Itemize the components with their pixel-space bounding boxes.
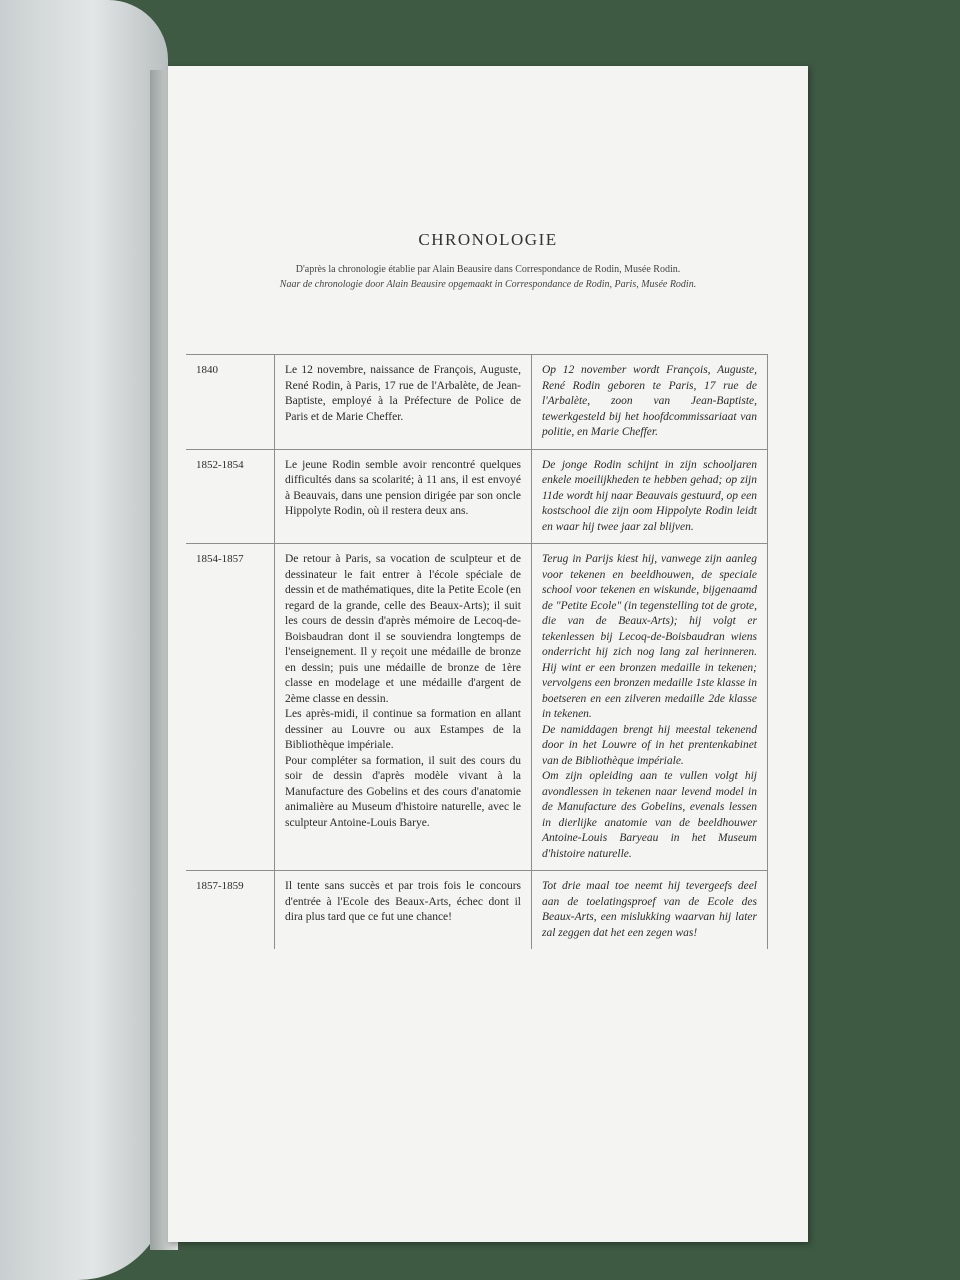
row-text-french (275, 355, 532, 450)
paragraph: Op 12 november wordt François, Auguste, René Rodin geboren te Paris, 17 rue de l'Arbalète, zoon van Jean-Baptiste, tewerkgesteld bij het hoofdcommissariaat van politie, en Marie Cheffer. (542, 364, 757, 438)
paragraph: De namiddagen brengt hij meestal tekenend door in het Louwre of in het prentenkabinet van de Bibliothèque impériale. (542, 723, 757, 767)
subtitle-french: D'après la chronologie établie par Alain Beausire dans Correspondance de Rodin, Musée Rodin. (295, 264, 681, 275)
row-text-french (275, 871, 532, 950)
paragraph: De retour à Paris, sa vocation de sculpteur et de dessinateur le fait entrer à l'école spéciale de dessin et de mathématiques, dite la Petite Ecole (en regard de la grande, celle des Beaux-Arts); il suit les cours de dessin d'après mémoire de Lecoq-de-Boisbaudran dont il se souviendra longtemps de l'enseignement. Il y reçoit une médaille de bronze en dessin; puis une médaille de bronze de 1ère classe en modelage et une médaille d'argent de 2ème classe en dessin. (285, 553, 521, 705)
row-text-french (275, 544, 532, 871)
chronology-row (186, 544, 768, 871)
row-year: 1857-1859 (186, 871, 275, 950)
row-text-dutch (532, 355, 768, 450)
row-text-dutch (532, 544, 768, 871)
chronology-row (186, 449, 768, 544)
row-text-dutch (532, 449, 768, 544)
facing-page-edge (0, 0, 168, 1280)
chronology-table (186, 354, 768, 949)
page-subtitle (208, 262, 768, 292)
paragraph: Pour compléter sa formation, il suit des cours du soir de dessin d'après modèle vivant à la Manufacture des Gobelins et des cours d'anatomie animalière au Museum d'histoire naturelle, avec le sculpteur Antoine-Louis Barye. (285, 754, 521, 829)
paragraph: Il tente sans succès et par trois fois le concours d'entrée à l'Ecole des Beaux-Arts, échec dont il dira plus tard que ce fut une chance! (285, 880, 521, 923)
row-text-french (275, 449, 532, 544)
chronology-row (186, 871, 768, 950)
paragraph: Le jeune Rodin semble avoir rencontré quelques difficultés dans sa scolarité; à 11 ans, il est envoyé à Beauvais, dans une pension dirigée par son oncle Hippolyte Rodin, où il restera deux ans. (285, 458, 521, 517)
chronology-row (186, 355, 768, 450)
paragraph: Les après-midi, il continue sa formation en allant dessiner au Louvre ou aux Estampes de la Bibliothèque impériale. (285, 708, 521, 751)
paragraph: Le 12 novembre, naissance de François, Auguste, René Rodin, à Paris, 17 rue de l'Arbalète, de Jean-Baptiste, employé à la Préfecture de Police de Paris et de Marie Cheffer. (285, 364, 521, 423)
paragraph: Om zijn opleiding aan te vullen volgt hij avondlessen in tekenen naar levend model in de Manufacture des Gobelins, evenals lessen in dierlijke anatomie van de beeldhouwer Antoine-Louis Baryeau in het Museum d'histoire naturelle. (542, 770, 757, 860)
row-year: 1852-1854 (186, 449, 275, 544)
row-year: 1840 (186, 355, 275, 450)
subtitle-dutch: Naar de chronologie door Alain Beausire opgemaakt in Correspondance de Rodin, Paris, Musée Rodin. (279, 279, 697, 290)
page-title: CHRONOLOGIE (418, 230, 558, 249)
row-year: 1854-1857 (186, 544, 275, 871)
row-text-dutch (532, 871, 768, 950)
book-page (168, 66, 808, 1242)
paragraph: De jonge Rodin schijnt in zijn schooljaren enkele moeilijkheden te hebben gehad; op zijn 11de wordt hij naar Beauvais gestuurd, op een kostschool die zijn oom Hippolyte Rodin leidt en waar hij twee jaar zal blijven. (542, 458, 757, 533)
paragraph: Tot drie maal toe neemt hij tevergeefs deel aan de toelatingsproef van de Ecole des Beaux-Arts, een mislukking waarvan hij later zal zeggen dat het een zegen was! (542, 880, 757, 939)
paragraph: Terug in Parijs kiest hij, vanwege zijn aanleg voor tekenen en beeldhouwen, de speciale school voor tekenen en wiskunde, bijgenaamd de "Petite Ecole" (in tegenstelling tot de grote, die van de Beaux-Arts); hij volgt er tekenlessen bij Lecoq-de-Boisbaudran wiens onderricht hij zich nog lang zal herinneren. Hij wint er een bronzen medaille in tekenen; vervolgens een bronzen medaille 1ste klasse in boetseren en een zilveren medaille 2de klasse in tekenen. (542, 553, 757, 720)
